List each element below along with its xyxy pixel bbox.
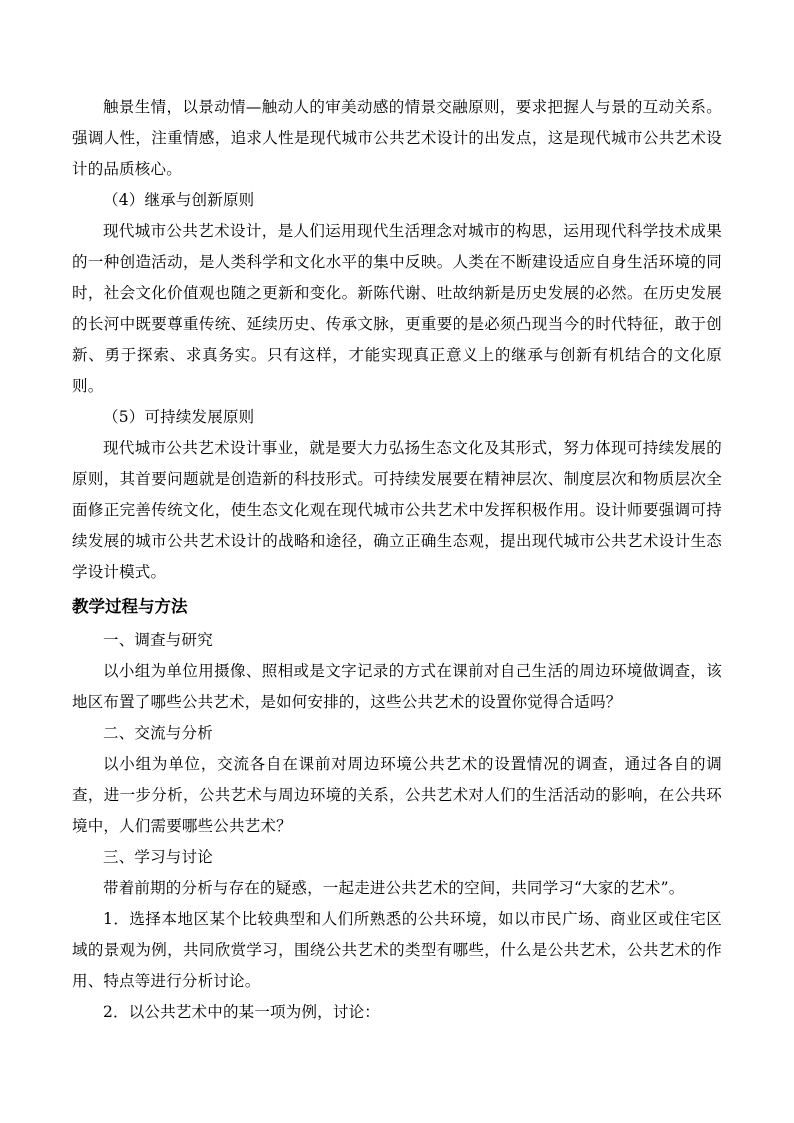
paragraph-emotion-principle: 触景生情，以景动情—触动人的审美动感的情景交融原则，要求把握人与景的互动关系。强调人性，注重情感，追求人性是现代城市公共艺术设计的出发点，这是现代城市公共艺术设计的品质核心。 [72, 98, 722, 178]
subheading-inheritance-innovation: （4）继承与创新原则 [103, 191, 255, 209]
step-body-discussion: 带着前期的分析与存在的疑惑，一起走进公共艺术的空间，共同学习“大家的艺术”。 [103, 879, 685, 897]
paragraph-sustainable-development: 现代城市公共艺术设计事业，就是要大力弘扬生态文化及其形式，努力体现可持续发展的原则，其首要问题就是创造新的科技形式。可持续发展要在精神层次、制度层次和物质层次全面修正完善传统文化，使生态文化观在现代城市公共艺术中发挥积极作用。设计师要强调可持续发展的城市公共艺术设计的战略和途径，确立正确生态观，提出现代城市公共艺术设计生态学设计模式。 [72, 439, 722, 581]
subheading-sustainable-development: （5）可持续发展原则 [103, 408, 255, 426]
step-body-survey: 以小组为单位用摄像、照相或是文字记录的方式在课前对自己生活的周边环境做调查，该地区布置了哪些公共艺术，是如何安排的，这些公共艺术的设置你觉得合适吗？ [72, 662, 722, 711]
step-title-survey: 一、调查与研究 [103, 631, 213, 649]
paragraph-inheritance-innovation: 现代城市公共艺术设计，是人们运用现代生活理念对城市的构思，运用现代科学技术成果的一种创造活动，是人类科学和文化水平的集中反映。人类在不断建设适应自身生活环境的同时，社会文化价值观也随之更新和变化。新陈代谢、吐故纳新是历史发展的必然。在历史发展的长河中既要尊重传统、延续历史、传承文脉，更重要的是必须凸现当今的时代特征，敢于创新、勇于探索、求真务实。只有这样，才能实现真正意义上的继承与创新有机结合的文化原则。 [72, 222, 722, 395]
document-page [72, 92, 722, 1028]
section-heading-teaching-process: 教学过程与方法 [72, 597, 188, 616]
list-item-1: 1．选择本地区某个比较典型和人们所熟悉的公共环境，如以市民广场、商业区或住宅区域的景观为例，共同欣赏学习，围绕公共艺术的类型有哪些，什么是公共艺术，公共艺术的作用、特点等进行分析讨论。 [72, 910, 722, 990]
step-title-discussion: 三、学习与讨论 [103, 848, 213, 866]
step-body-exchange: 以小组为单位，交流各自在课前对周边环境公共艺术的设置情况的调查，通过各自的调查，进一步分析，公共艺术与周边环境的关系，公共艺术对人们的生活活动的影响，在公共环境中，人们需要哪些公共艺术？ [72, 755, 722, 835]
step-title-exchange: 二、交流与分析 [103, 724, 213, 742]
list-item-2: 2．以公共艺术中的某一项为例，讨论： [103, 1003, 380, 1021]
